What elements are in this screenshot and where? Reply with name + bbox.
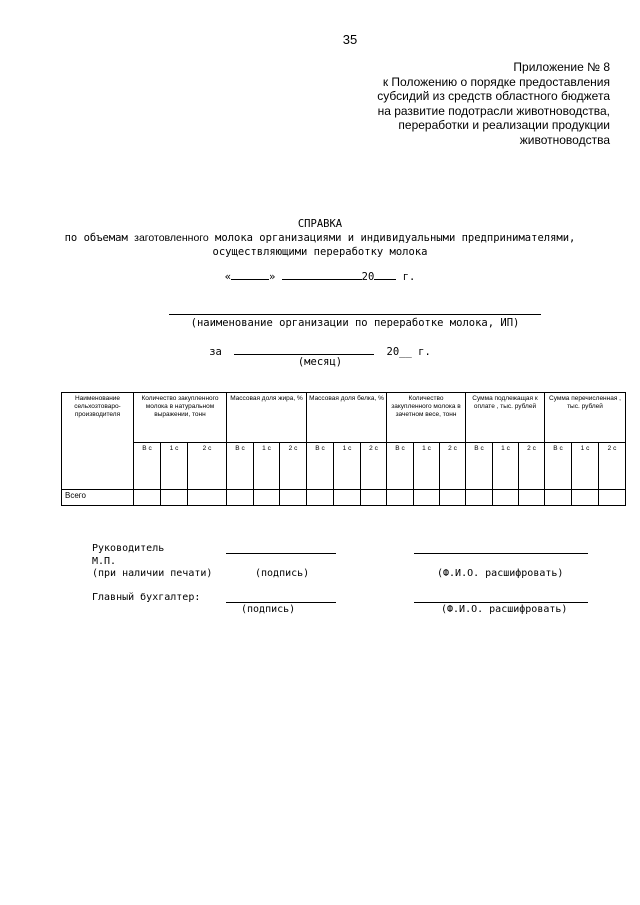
subheader-cell: В с	[227, 443, 254, 490]
period-year: 20__	[386, 346, 412, 358]
table-cell	[307, 490, 334, 506]
table-cell	[161, 490, 188, 506]
date-quote-close: »	[269, 271, 276, 283]
period-prefix: за	[209, 346, 222, 358]
appendix-block	[310, 60, 610, 148]
table-cell	[466, 490, 493, 506]
year-blank	[374, 268, 396, 280]
document-subtitle	[0, 232, 640, 244]
report-table	[61, 392, 626, 506]
table-cell	[493, 490, 519, 506]
stamp-note: (при наличии печати)	[92, 568, 213, 579]
subheader-cell: 2 с	[280, 443, 307, 490]
subheader-cell: 1 с	[161, 443, 188, 490]
subheader-cell: В с	[307, 443, 334, 490]
head-label: Руководитель	[92, 543, 165, 554]
table-cell	[361, 490, 387, 506]
table-cell	[545, 490, 572, 506]
subtitle-bold: заготовленного	[134, 232, 209, 244]
document-title: СПРАВКА	[297, 218, 343, 230]
mp-label: М.П.	[92, 556, 117, 567]
table-cell	[414, 490, 440, 506]
header-cell: Наименование сельхозтоваро-производителя	[62, 393, 134, 490]
header-cell: Сумма перечисленная , тыс. рублей	[545, 393, 626, 443]
table-cell	[254, 490, 280, 506]
page-number: 35	[342, 32, 358, 47]
header-cell: Количество закупленного молока в натуральном выражении, тонн	[134, 393, 227, 443]
head-name-line	[414, 553, 588, 554]
header-cell: Массовая доля белка, %	[307, 393, 387, 443]
subheader-cell: 2 с	[599, 443, 626, 490]
header-cell: Количество закупленного молока в зачетном весе, тонн	[387, 393, 466, 443]
appendix-line: на развитие подотрасли животноводства,	[377, 103, 610, 118]
head-signature-line	[226, 553, 336, 554]
subheader-cell: 1 с	[572, 443, 599, 490]
subtitle-pre: по объемам	[64, 232, 135, 244]
header-row	[62, 393, 626, 443]
table-cell	[280, 490, 307, 506]
total-label: Всего	[62, 490, 134, 506]
date-suffix: г.	[402, 271, 416, 283]
date-year: 20	[361, 271, 375, 283]
date-quote-open: «	[224, 271, 232, 283]
table-cell	[599, 490, 626, 506]
subheader-cell: 1 с	[254, 443, 280, 490]
appendix-line: Приложение № 8	[513, 60, 610, 74]
accountant-signature-line	[226, 602, 336, 603]
table-cell	[134, 490, 161, 506]
period-suffix: г.	[418, 346, 431, 358]
organization-line	[169, 314, 541, 315]
accountant-name-line	[414, 602, 588, 603]
table-cell	[519, 490, 545, 506]
subheader-cell: 2 с	[188, 443, 227, 490]
appendix-line: переработки и реализации продукции	[398, 118, 610, 133]
accountant-label: Главный бухгалтер:	[92, 592, 201, 603]
subheader-row	[62, 443, 626, 490]
subheader-cell: 1 с	[493, 443, 519, 490]
subheader-cell: В с	[545, 443, 572, 490]
subheader-cell: 1 с	[334, 443, 361, 490]
subheader-cell: 2 с	[440, 443, 466, 490]
table-cell	[572, 490, 599, 506]
period-month-blank	[234, 343, 374, 355]
subtitle-post: молока организациями и индивидуальными предпринимателями,	[208, 232, 576, 244]
month-blank	[282, 268, 362, 280]
head-name-caption: (Ф.И.О. расшифровать)	[437, 568, 564, 579]
date-line	[0, 268, 640, 283]
table-cell	[188, 490, 227, 506]
appendix-line: животноводства	[519, 132, 610, 147]
table-cell	[227, 490, 254, 506]
subheader-cell: 1 с	[414, 443, 440, 490]
month-caption: (месяц)	[297, 356, 343, 368]
header-cell: Сумма подлежащая к оплате , тыс. рублей	[466, 393, 545, 443]
table-cell	[440, 490, 466, 506]
subheader-cell: В с	[134, 443, 161, 490]
header-cell: Массовая доля жира, %	[227, 393, 307, 443]
subheader-cell: 2 с	[519, 443, 545, 490]
subheader-cell: В с	[466, 443, 493, 490]
accountant-name-caption: (Ф.И.О. расшифровать)	[441, 604, 568, 615]
total-row	[62, 490, 626, 506]
head-sign-caption: (подпись)	[255, 568, 310, 579]
appendix-line: к Положению о порядке предоставления	[382, 74, 610, 89]
day-blank	[231, 268, 269, 280]
appendix-line: субсидий из средств областного бюджета	[377, 89, 610, 104]
accountant-sign-caption: (подпись)	[241, 604, 296, 615]
organization-caption: (наименование организации по переработке молока, ИП)	[190, 317, 520, 329]
table-cell	[387, 490, 414, 506]
table-cell	[334, 490, 361, 506]
subheader-cell: 2 с	[361, 443, 387, 490]
document-subtitle-line2: осуществляющими переработку молока	[212, 246, 428, 258]
subheader-cell: В с	[387, 443, 414, 490]
